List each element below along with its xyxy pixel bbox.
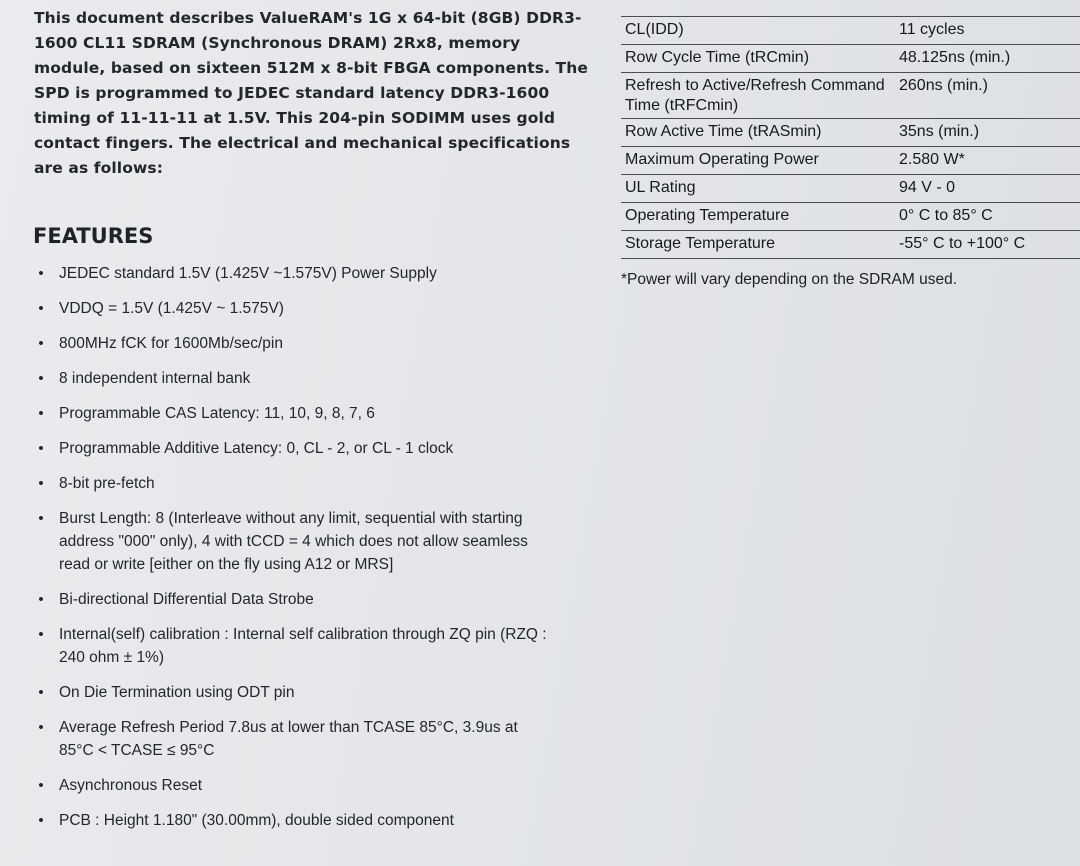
spec-row	[621, 73, 1080, 119]
feature-text: JEDEC standard 1.5V (1.425V ~1.575V) Power Supply	[59, 265, 437, 282]
bullet-icon: •	[38, 812, 44, 829]
feature-item	[34, 588, 554, 611]
feature-text: On Die Termination using ODT pin	[59, 684, 295, 701]
spec-row	[621, 175, 1080, 203]
spec-value: 0° C to 85° C	[899, 203, 1080, 231]
feature-text: Programmable CAS Latency: 11, 10, 9, 8, 7, 6	[59, 405, 375, 422]
feature-item	[34, 774, 554, 797]
feature-text: 8 independent internal bank	[59, 370, 251, 387]
features-list	[34, 262, 554, 844]
bullet-icon: •	[38, 719, 44, 736]
spec-row	[621, 147, 1080, 175]
bullet-icon: •	[38, 405, 44, 422]
feature-text: PCB : Height 1.180" (30.00mm), double sided component	[59, 812, 454, 829]
feature-text: 800MHz fCK for 1600Mb/sec/pin	[59, 335, 283, 352]
spec-row	[621, 231, 1080, 259]
feature-item	[34, 809, 554, 832]
feature-text: Burst Length: 8 (Interleave without any limit, sequential with starting address "000" only), 4 with tCCD = 4 which does not allow seamless read or write [either on the fly using A12 or MRS]	[59, 510, 528, 573]
bullet-icon: •	[38, 265, 44, 282]
feature-item	[34, 437, 554, 460]
feature-item	[34, 367, 554, 390]
feature-text: Programmable Additive Latency: 0, CL - 2, or CL - 1 clock	[59, 440, 454, 457]
spec-label: Operating Temperature	[621, 203, 899, 231]
bullet-icon: •	[38, 300, 44, 317]
feature-item	[34, 507, 554, 576]
bullet-icon: •	[38, 510, 44, 527]
spec-value: 35ns (min.)	[899, 119, 1080, 147]
power-footnote: *Power will vary depending on the SDRAM used.	[621, 271, 958, 288]
bullet-icon: •	[38, 777, 44, 794]
feature-item	[34, 716, 554, 762]
intro-paragraph: This document describes ValueRAM's 1G x 64-bit (8GB) DDR3-1600 CL11 SDRAM (Synchronous DRAM) 2Rx8, memory module, based on sixteen 512M x 8-bit FBGA components. The SPD is programmed to JEDEC standard latency DDR3-1600 timing of 11-11-11 at 1.5V. This 204-pin SODIMM uses gold contact fingers. The electrical and mechanical specifications are as follows:	[34, 9, 588, 177]
feature-item	[34, 681, 554, 704]
spec-row	[621, 45, 1080, 73]
spec-row	[621, 119, 1080, 147]
spec-row	[621, 17, 1080, 45]
feature-text: Average Refresh Period 7.8us at lower than TCASE 85°C, 3.9us at 85°C < TCASE ≤ 95°C	[59, 719, 518, 759]
feature-text: 8-bit pre-fetch	[59, 475, 155, 492]
bullet-icon: •	[38, 626, 44, 643]
bullet-icon: •	[38, 475, 44, 492]
spec-label: UL Rating	[621, 175, 899, 203]
feature-item	[34, 623, 554, 669]
spec-label: CL(IDD)	[621, 17, 899, 45]
spec-label: Storage Temperature	[621, 231, 899, 259]
feature-text: Internal(self) calibration : Internal self calibration through ZQ pin (RZQ : 240 ohm ± 1%)	[59, 626, 547, 666]
feature-item	[34, 472, 554, 495]
feature-text: VDDQ = 1.5V (1.425V ~ 1.575V)	[59, 300, 284, 317]
spec-value: 11 cycles	[899, 17, 1080, 45]
feature-item	[34, 297, 554, 320]
feature-item	[34, 262, 554, 285]
bullet-icon: •	[38, 335, 44, 352]
feature-item	[34, 402, 554, 425]
bullet-icon: •	[38, 370, 44, 387]
spec-value: 94 V - 0	[899, 175, 1080, 203]
spec-value: 2.580 W*	[899, 147, 1080, 175]
bullet-icon: •	[38, 591, 44, 608]
spec-label: Refresh to Active/Refresh Command Time (tRFCmin)	[621, 73, 899, 119]
spec-row	[621, 203, 1080, 231]
feature-text: Asynchronous Reset	[59, 777, 203, 794]
feature-text: Bi-directional Differential Data Strobe	[59, 591, 314, 608]
spec-value: 260ns (min.)	[899, 73, 1080, 119]
feature-item	[34, 332, 554, 355]
bullet-icon: •	[38, 684, 44, 701]
spec-label: Maximum Operating Power	[621, 147, 899, 175]
spec-label: Row Cycle Time (tRCmin)	[621, 45, 899, 73]
bullet-icon: •	[38, 440, 44, 457]
specifications-table	[621, 16, 1080, 259]
spec-label: Row Active Time (tRASmin)	[621, 119, 899, 147]
features-heading: FEATURES	[33, 224, 154, 248]
spec-value: 48.125ns (min.)	[899, 45, 1080, 73]
spec-value: -55° C to +100° C	[899, 231, 1080, 259]
